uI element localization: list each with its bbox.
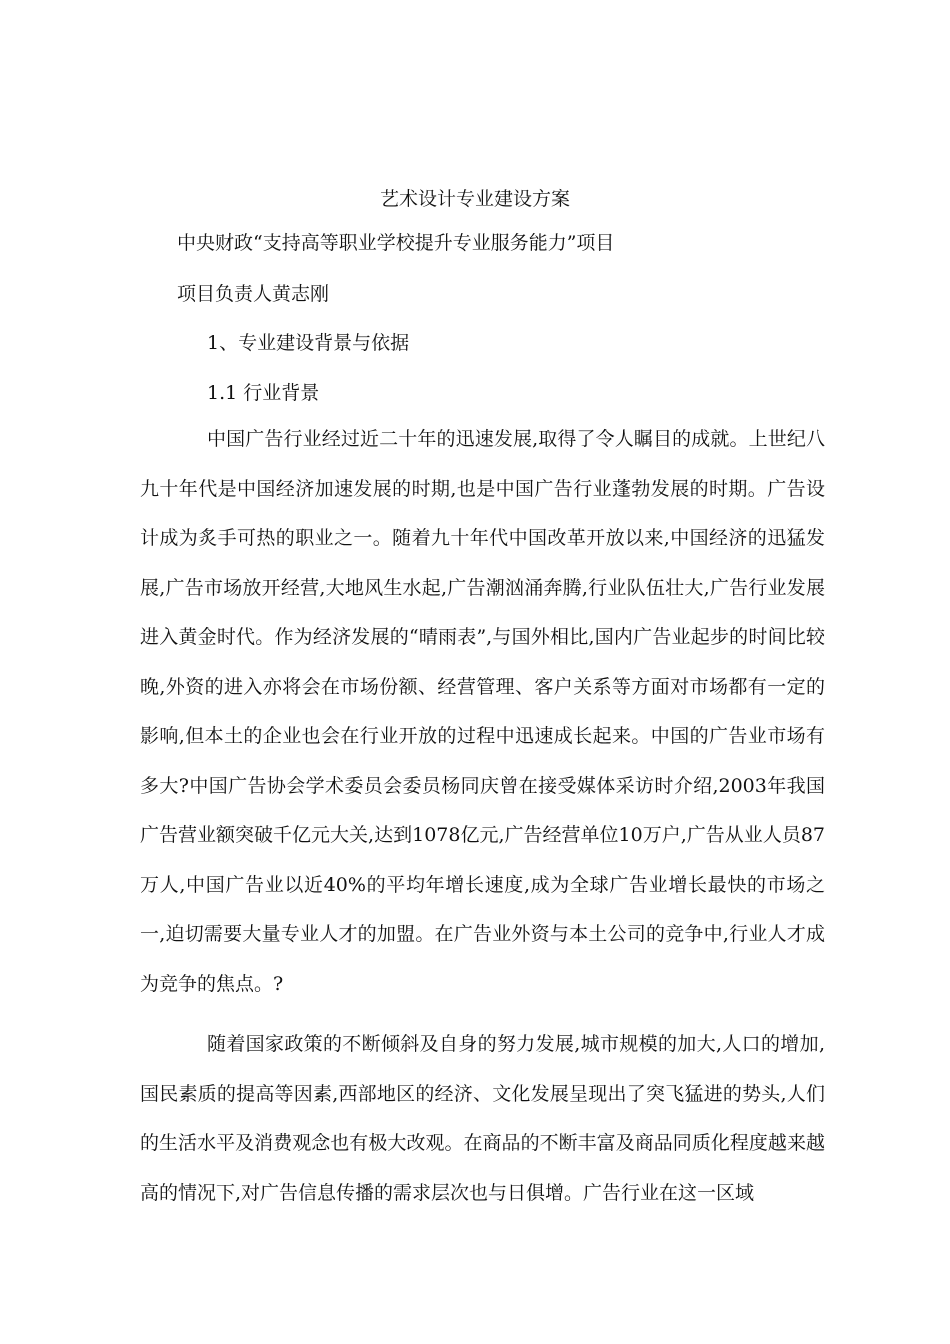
- project-line: 中央财政“支持高等职业学校提升专业服务能力”项目: [177, 232, 615, 254]
- project-leader-line: 项目负责人黄志刚: [177, 283, 330, 305]
- section-heading: 1、专业建设背景与依据: [207, 332, 410, 354]
- subsection-heading: 1.1 行业背景: [207, 382, 320, 404]
- document-title: 艺术设计专业建设方案: [379, 188, 570, 210]
- body-paragraph-1: 中国广告行业经过近二十年的迅速发展,取得了令人瞩目的成就。上世纪八九十年代是中国经济加速发展的时期,也是中国广告行业蓬勃发展的时期。广告设计成为炙手可热的职业之一。随着九十年代中国改革开放以来,中国经济的迅猛发展,广告市场放开经营,大地风生水起,广告潮汹涌奔腾,行业队伍壮大,广告行业发展进入黄金时代。作为经济发展的“晴雨表”,与国外相比,国内广告业起步的时间比较晚,外资的进入亦将会在市场份额、经营管理、客户关系等方面对市场都有一定的影响,但本土的企业也会在行业开放的过程中迅速成长起来。中国的广告业市场有多大?中国广告协会学术委员会委员杨同庆曾在接受媒体采访时介绍,2003年我国广告营业额突破千亿元大关,达到1078亿元,广告经营单位10万户,广告从业人员87万人,中国广告业以近40%的平均年增长速度,成为全球广告业增长最快的市场之一,迫切需要大量专业人才的加盟。在广告业外资与本土公司的竞争中,行业人才成为竞争的焦点。?: [140, 428, 825, 995]
- body-paragraph-2: 随着国家政策的不断倾斜及自身的努力发展,城市规模的加大,人口的增加,国民素质的提高等因素,西部地区的经济、文化发展呈现出了突飞猛进的势头,人们的生活水平及消费观念也有极大改观。在商品的不断丰富及商品同质化程度越来越高的情况下,对广告信息传播的需求层次也与日俱增。广告行业在这一区域: [140, 1033, 825, 1204]
